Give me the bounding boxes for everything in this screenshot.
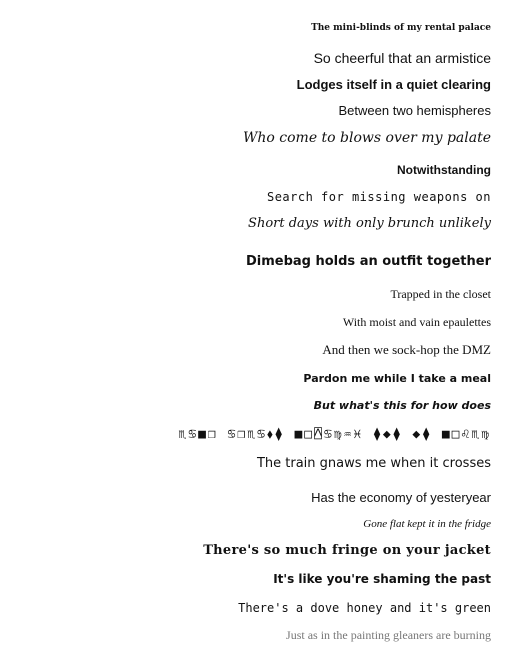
poem-line: Just as in the painting gleaners are burning	[286, 628, 491, 642]
poem-line-dingbats: ♏♋■❒ ♋❒♏♋⬧⧫ ■□⍓♋♍♒♓ ⧫◆⧫ ◆⧫ ■□♌♏♍	[178, 427, 491, 442]
poem-line: The train gnaws me when it crosses	[256, 456, 491, 471]
poem-line: It's like you're shaming the past	[273, 572, 491, 586]
poem-line: Pardon me while I take a meal	[303, 372, 491, 385]
poem-line: And then we sock-hop the DMZ	[322, 342, 491, 357]
poem-line: Has the economy of yesteryear	[311, 490, 491, 505]
poem-line: Short days with only brunch unlikely	[248, 216, 491, 231]
poem-line: The mini-blinds of my rental palace	[311, 23, 491, 33]
poem-line: Who come to blows over my palate	[242, 130, 491, 146]
poem-line: Lodges itself in a quiet clearing	[296, 77, 491, 92]
poem-line: Trapped in the closet	[390, 287, 491, 301]
poem-line: There's a dove honey and it's green	[238, 601, 491, 615]
poem-line: Search for missing weapons on	[266, 190, 491, 204]
poem-line: Between two hemispheres	[338, 103, 491, 118]
poem-line: There's so much fringe on your jacket	[203, 543, 491, 558]
poem-line: Notwithstanding	[397, 163, 491, 177]
poem-line: Gone flat kept it in the fridge	[363, 518, 491, 530]
poem-line: But what's this for how does	[313, 399, 491, 412]
poem-line: So cheerful that an armistice	[313, 50, 491, 66]
poem-line: Dimebag holds an outfit together	[245, 254, 491, 269]
poem-line: With moist and vain epaulettes	[342, 315, 491, 329]
